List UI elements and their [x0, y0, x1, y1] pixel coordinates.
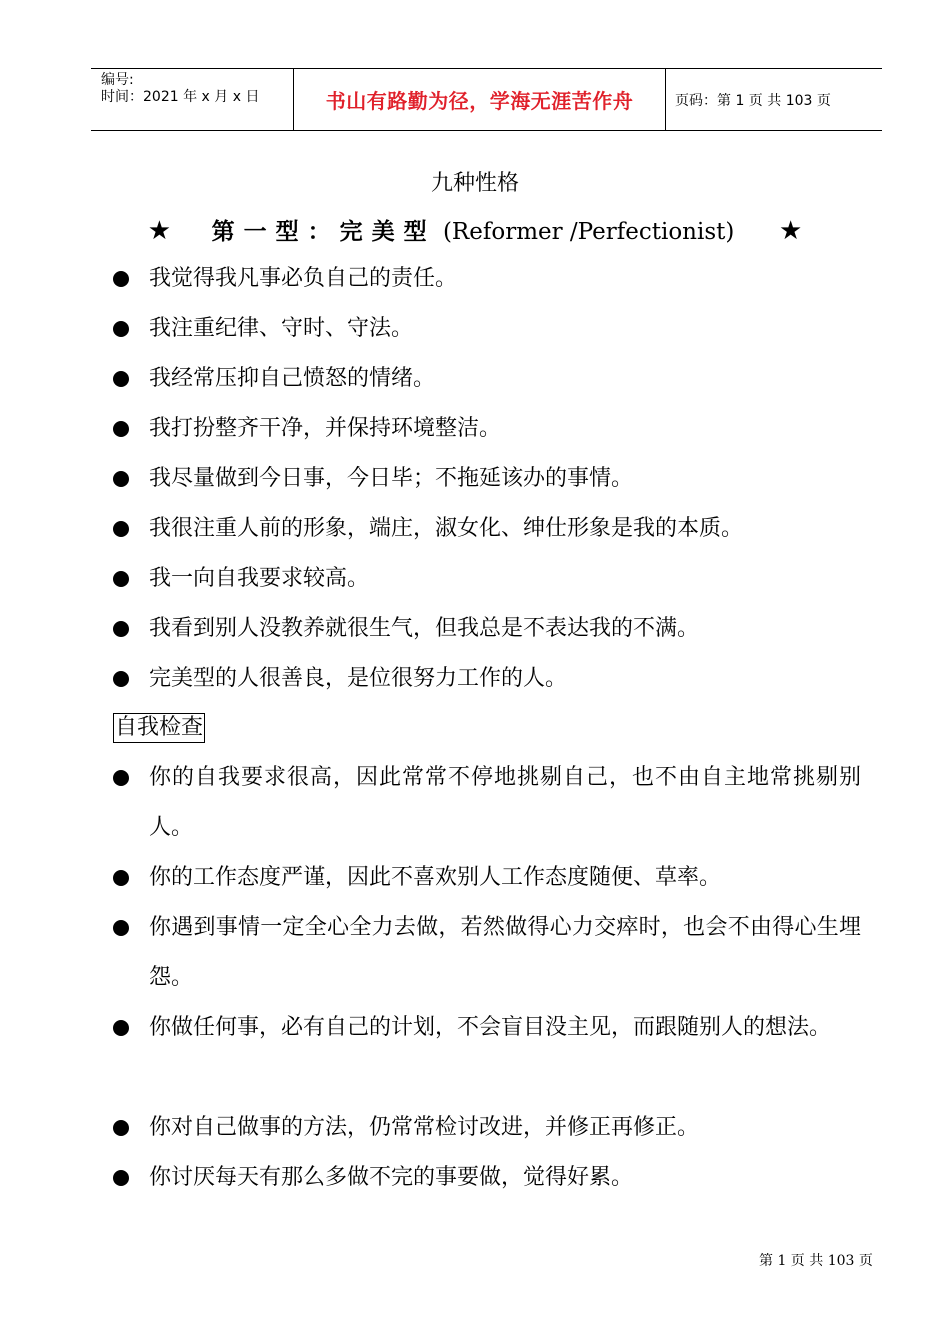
bullet-icon — [113, 870, 129, 886]
list-item-text: 你讨厌每天有那么多做不完的事要做，觉得好累。 — [149, 1165, 634, 1190]
bullet-icon — [113, 621, 129, 637]
bullet-icon — [113, 371, 129, 387]
bullet-icon — [113, 321, 129, 337]
list-item-text: 我看到别人没教养就很生气，但我总是不表达我的不满。 — [149, 616, 700, 641]
bullet-icon — [113, 770, 129, 786]
list-item-text: 我尽量做到今日事，今日毕；不拖延该办的事情。 — [149, 466, 634, 491]
type-heading-chinese: 第一型：完美型 — [211, 218, 436, 245]
bullet-icon — [113, 521, 129, 537]
list-item-text: 你的自我要求很高，因此常常不停地挑剔自己，也不由自主地常挑剔别人。 — [149, 765, 861, 840]
bullet-icon — [113, 421, 129, 437]
list-item-text: 完美型的人很善良，是位很努力工作的人。 — [149, 666, 568, 691]
bullet-icon — [113, 1170, 129, 1186]
list-item-text: 你做任何事，必有自己的计划，不会盲目没主见，而跟随别人的想法。 — [149, 1015, 832, 1040]
header-meta-cell — [91, 69, 293, 130]
bullet-icon — [113, 920, 129, 936]
bullet-icon — [113, 1020, 129, 1036]
list-item-text: 你对自己做事的方法，仍常常检讨改进，并修正再修正。 — [149, 1115, 700, 1140]
list-item-text: 我觉得我凡事必负自己的责任。 — [149, 266, 458, 291]
header-table — [91, 68, 882, 131]
list-item-text: 我打扮整齐干净，并保持环境整洁。 — [149, 416, 502, 441]
list-item-text: 你遇到事情一定全心全力去做，若然做得心力交瘁时，也会不由得心生埋怨。 — [149, 915, 861, 990]
bullet-icon — [113, 671, 129, 687]
bullet-icon — [113, 471, 129, 487]
list-item-text: 我很注重人前的形象，端庄，淑女化、绅仕形象是我的本质。 — [149, 516, 744, 541]
self-check-label: 自我检查 — [113, 713, 205, 743]
list-item-text: 我经常压抑自己愤怒的情绪。 — [149, 366, 436, 391]
list-item-text: 你的工作态度严谨，因此不喜欢别人工作态度随便、草率。 — [149, 865, 722, 890]
type-heading — [0, 213, 950, 246]
bullet-icon — [113, 571, 129, 587]
bullet-icon — [113, 271, 129, 287]
document-title: 九种性格 — [430, 171, 519, 196]
header-page-cell — [666, 69, 882, 130]
time-label: 时间：2021 年 x 月 x 日 — [101, 89, 260, 105]
page-footer: 第 1 页 共 103 页 — [759, 1253, 873, 1269]
star-icon: ★ — [147, 216, 171, 246]
list-item-text: 我注重纪律、守时、守法。 — [149, 316, 414, 341]
header-motto-cell — [293, 69, 666, 130]
motto-text: 书山有路勤为径，学海无涯苦作舟 — [325, 89, 634, 113]
serial-label: 编号: — [101, 72, 134, 88]
type-heading-english: (Reformer /Perfectionist) — [442, 219, 735, 245]
star-icon: ★ — [778, 216, 803, 246]
list-item-text: 我一向自我要求较高。 — [149, 566, 370, 591]
page-code: 页码：第 1 页 共 103 页 — [675, 92, 831, 109]
bullet-icon — [113, 1120, 129, 1136]
